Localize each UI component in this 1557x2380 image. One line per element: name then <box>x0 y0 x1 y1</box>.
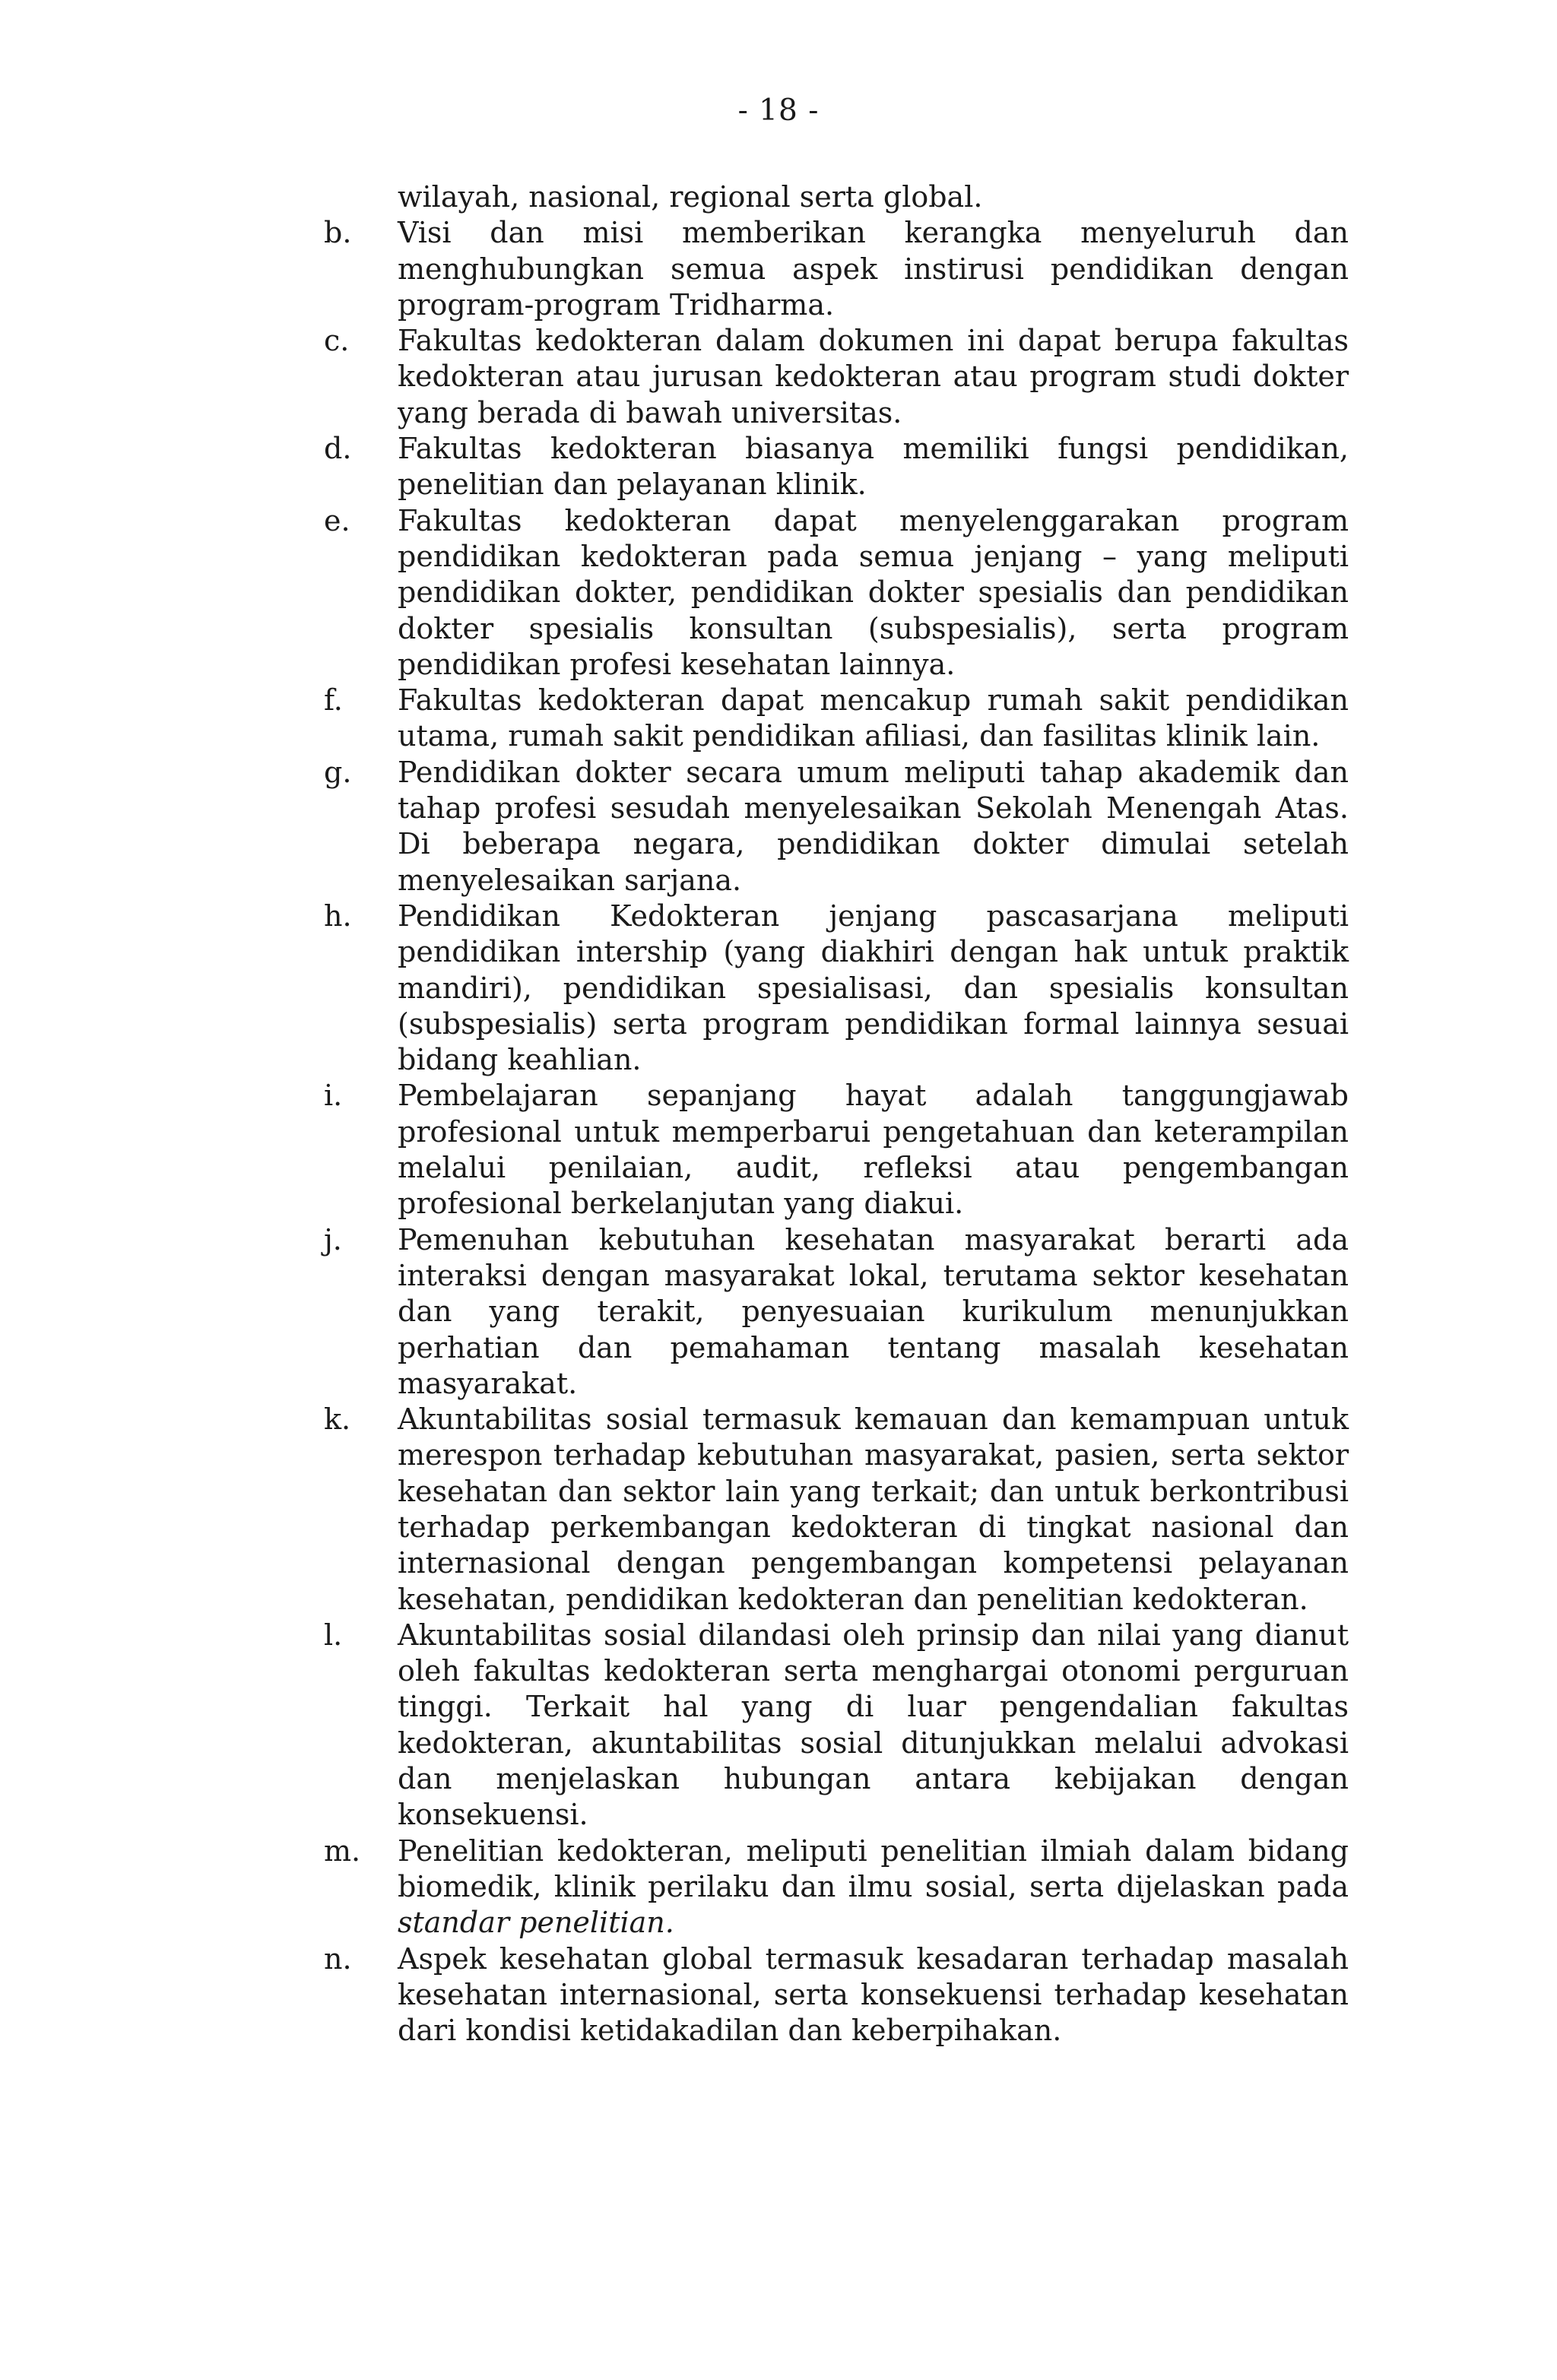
list-item-text: Visi dan misi memberikan kerangka menyeluruh dan menghubungkan semua aspek instirusi pendidikan dengan program-program Tridharma. <box>398 216 1349 322</box>
list-item-text: Akuntabilitas sosial termasuk kemauan dan kemampuan untuk merespon terhadap kebutuhan masyarakat, pasien, serta sektor kesehatan dan sektor lain yang terkait; dan untuk berkontribusi terhadap perkembangan kedokteran di tingkat nasional dan internasional dengan pengembangan kompetensi pelayanan kesehatan, pendidikan kedokteran dan penelitian kedokteran. <box>398 1402 1349 1616</box>
page-number: - 18 - <box>737 93 820 128</box>
list-item-n <box>324 1941 1349 2049</box>
list-item-d <box>324 431 1349 503</box>
list-item-text: Pendidikan dokter secara umum meliputi tahap akademik dan tahap profesi sesudah menyelesaikan Sekolah Menengah Atas. Di beberapa negara, pendidikan dokter dimulai setelah menyelesaikan sarjana. <box>398 755 1349 897</box>
list-item-label: k. <box>324 1402 351 1437</box>
list-item-label: j. <box>324 1222 342 1257</box>
list-item-l <box>324 1618 1349 1833</box>
list-item-label: g. <box>324 755 352 789</box>
list-item-text: Fakultas kedokteran biasanya memiliki fungsi pendidikan, penelitian dan pelayanan klinik. <box>398 432 1349 502</box>
list-item-j <box>324 1222 1349 1402</box>
list-item-text: Fakultas kedokteran dapat menyelenggarakan program pendidikan kedokteran pada semua jenjang – yang meliputi pendidikan dokter, pendidikan dokter spesialis dan pendidikan dokter spesialis konsultan (subspesialis), serta program pendidikan profesi kesehatan lainnya. <box>398 503 1349 681</box>
continued-text: wilayah, nasional, regional serta global. <box>398 180 983 214</box>
list-item-m <box>324 1833 1349 1941</box>
definition-list <box>324 179 1349 2049</box>
list-item-e <box>324 503 1349 683</box>
list-item-k <box>324 1402 1349 1618</box>
list-item-text: Aspek kesehatan global termasuk kesadaran terhadap masalah kesehatan internasional, serta konsekuensi terhadap kesehatan dari kondisi ketidakadilan dan keberpihakan. <box>398 1941 1349 2048</box>
list-item-text: Penelitian kedokteran, meliputi penelitian ilmiah dalam bidang biomedik, klinik perilaku dan ilmu sosial, serta dijelaskan pada <box>398 1833 1349 1903</box>
list-item-text: Pendidikan Kedokteran jenjang pascasarjana meliputi pendidikan intership (yang diakhiri dengan hak untuk praktik mandiri), pendidikan spesialisasi, dan spesialis konsultan (subspesialis) serta program pendidikan formal lainnya sesuai bidang keahlian. <box>398 898 1349 1077</box>
list-item-label: d. <box>324 432 352 466</box>
list-item-label: i. <box>324 1079 343 1113</box>
list-item-text-wrapper <box>398 1833 1349 1941</box>
list-item-i <box>324 1078 1349 1222</box>
list-item-c <box>324 323 1349 431</box>
list-item-label: b. <box>324 216 352 250</box>
list-item-b <box>324 215 1349 323</box>
list-item-emphasis: standar penelitian. <box>398 1906 674 1940</box>
list-item-label: f. <box>324 683 343 718</box>
list-item-label: h. <box>324 898 352 933</box>
list-item-text: Pemenuhan kebutuhan kesehatan masyarakat berarti ada interaksi dengan masyarakat lokal, terutama sektor kesehatan dan yang terakit, penyesuaian kurikulum menunjukkan perhatian dan pemahaman tentang masalah kesehatan masyarakat. <box>398 1222 1349 1400</box>
list-item-h <box>324 898 1349 1078</box>
list-item-f <box>324 683 1349 755</box>
list-item-g <box>324 755 1349 898</box>
list-item-label: m. <box>324 1833 361 1868</box>
list-item-label: c. <box>324 324 350 358</box>
list-item-text: Fakultas kedokteran dalam dokumen ini dapat berupa fakultas kedokteran atau jurusan kedokteran atau program studi dokter yang berada di bawah universitas. <box>398 324 1349 429</box>
list-item-text: Pembelajaran sepanjang hayat adalah tanggungjawab profesional untuk memperbarui pengetahuan dan keterampilan melalui penilaian, audit, refleksi atau pengembangan profesional berkelanjutan yang diakui. <box>398 1079 1349 1221</box>
list-item-text: Akuntabilitas sosial dilandasi oleh prinsip dan nilai yang dianut oleh fakultas kedokteran serta menghargai otonomi perguruan tinggi. Terkait hal yang di luar pengendalian fakultas kedokteran, akuntabilitas sosial ditunjukkan melalui advokasi dan menjelaskan hubungan antara kebijakan dengan konsekuensi. <box>398 1618 1349 1832</box>
list-item-label: n. <box>324 1941 352 1976</box>
list-item-label: e. <box>324 503 350 537</box>
list-item-text: Fakultas kedokteran dapat mencakup rumah sakit pendidikan utama, rumah sakit pendidikan afiliasi, dan fasilitas klinik lain. <box>398 683 1349 753</box>
list-item-label: l. <box>324 1618 343 1652</box>
